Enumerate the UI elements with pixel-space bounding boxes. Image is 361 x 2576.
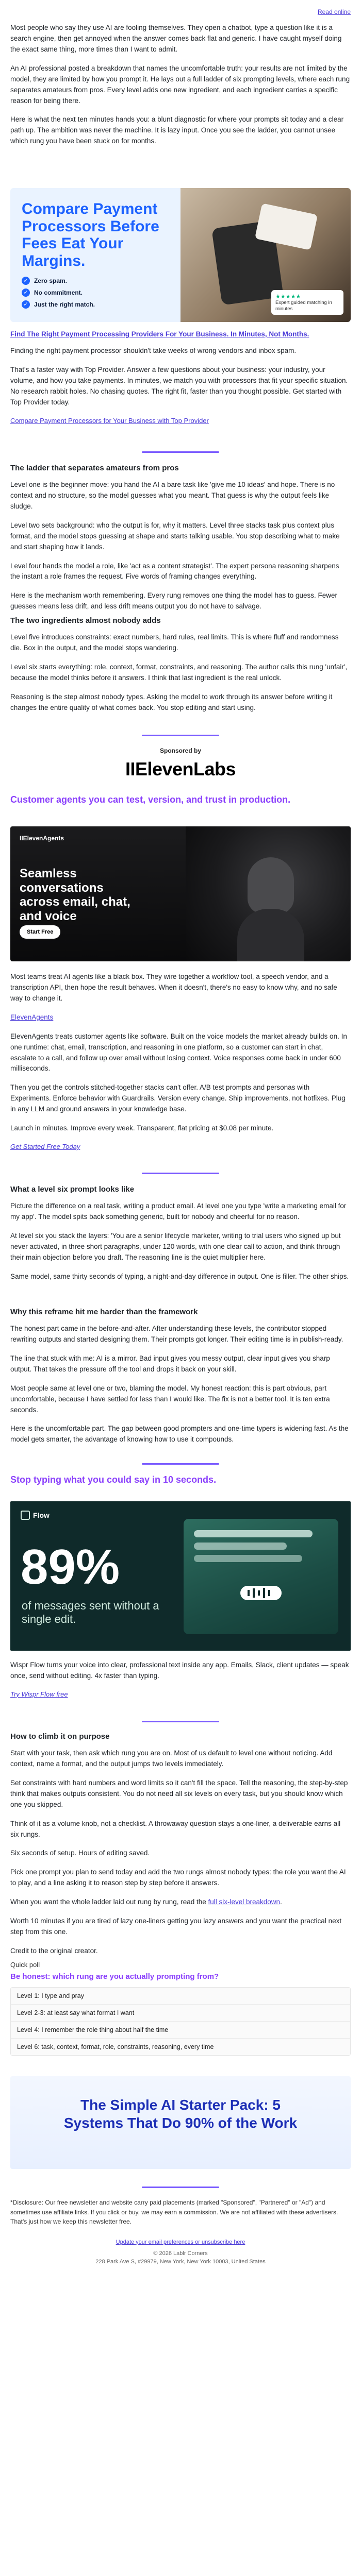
harder-paragraph-2: The line that stuck with me: AI is a mirror. Bad input gives you messy output, clear input gives you sharp output. That takes the pressure off the tool and drops it back on your skill. [10, 1354, 330, 1373]
sponsor-block [0, 747, 361, 780]
climb-paragraph-5: Pick one prompt you plan to send today and add the two rungs almost nobody types: the role you want the AI to play, and a line asking it to reason step by step before it answers. [10, 1868, 346, 1887]
poll-options [10, 1987, 351, 2056]
climb-paragraph-3: Think of it as a volume knob, not a checklist. A throwaway question stays a one-liner, a deliverable earns all six rungs. [10, 1819, 341, 1838]
starter-pack-wrap[interactable] [0, 2076, 361, 2169]
intro-paragraph-2: An AI professional posted a breakdown that names the uncomfortable truth: your results are not limited by the model, they are limited by how you prompt it. He lays out a full ladder of six prompting levels, where each rung separates amateurs from pros. Every level adds one new ingredient, and each ingredient carries a specific reason for being there. [10, 64, 350, 105]
ladder-section [0, 464, 361, 620]
text-line [194, 1543, 287, 1550]
ladder-paragraph-2: Level two sets background: who the output is for, why it matters. Level three stacks task plus context plus format, and the model stops guessing at shape and starts talking usable. You stop describing what to make and start shaping how it lands. [10, 521, 340, 551]
starter-pack-title: The Simple AI Starter Pack: 5 Systems That Do 90% of the Work [63, 2097, 298, 2131]
ladder-paragraph-4: Here is the mechanism worth remembering. Every rung removes one thing the model has to guess. Fewer guesses means less drift, and less drift means output you do not have to salvage. [10, 591, 338, 611]
agent-portrait-photo [186, 826, 351, 961]
elevenlabs-paragraph-3: Then you get the controls stitched-together stacks can't offer. A/B test prompts and personas with Experiments. Enforce behavior with Guardrails. Version every change. Ship improvements, not hotfixes. Plug in any LLM and ground answers in your knowledge base. [10, 1083, 346, 1113]
ingredients-paragraph-2: Level six starts everything: role, context, format, constraints, and reasoning. The author calls this rung 'unfair', because the model thinks before it answers. I think that last ingredient is the real unlock. [10, 663, 348, 682]
elevenlabs-card-wrap[interactable] [0, 826, 361, 961]
check-icon: ✓ [22, 300, 30, 309]
flow-mark-icon [21, 1511, 30, 1520]
payment-terminal-photo [180, 188, 351, 322]
footer [0, 2198, 361, 2265]
ladder-heading: The ladder that separates amateurs from pros [10, 464, 179, 472]
bullet-item: ✓ Zero spam. [22, 277, 176, 285]
text-line [194, 1555, 302, 1562]
bullet-item: ✓ Just the right match. [22, 300, 176, 309]
level-six-heading: What a level six prompt looks like [10, 1185, 135, 1194]
flow-stat-caption: of messages sent without a single edit. [22, 1599, 159, 1626]
elevenlabs-cta-link[interactable]: Get Started Free Today [10, 1143, 80, 1151]
divider-wrap [0, 1163, 361, 1183]
climb-paragraph-4: Six seconds of setup. Hours of editing saved. [10, 1849, 150, 1857]
elevenagents-brand: IIElevenAgents [20, 835, 64, 842]
ingredients-paragraph-1: Level five introduces constraints: exact numbers, hard rules, real limits. This is where fluff and randomness die. Box in the output, and the model stops wandering. [10, 633, 339, 652]
ad-payment-body-1: Finding the right payment processor shouldn't take weeks of wrong vendors and inbox spam. [10, 346, 297, 354]
check-icon: ✓ [22, 277, 30, 285]
flow-hero-card[interactable] [10, 1501, 351, 1651]
harder-paragraph-1: The honest part came in the before-and-after. After understanding these levels, the contributor stopped rewriting outputs and started designing them. Their prompts got longer. Their editing time is in publish-ready. [10, 1325, 343, 1343]
divider-wrap [0, 2177, 361, 2197]
ingredients-paragraph-3: Reasoning is the step almost nobody types. Asking the model to work through its answer before writing it changes the entire quality of what comes back. You stop editing and start using. [10, 692, 333, 711]
unsubscribe-link[interactable]: Update your email preferences or unsubscribe here [116, 2239, 245, 2245]
climb-paragraph-1: Start with your task, then ask which rung you are on. Most of us default to level one without noticing. Add context, name a format, and the output jumps two levels immediately. [10, 1749, 333, 1768]
ad-payment-banner[interactable] [0, 188, 361, 322]
section-divider [142, 451, 219, 453]
elevenlabs-hero-card[interactable] [10, 826, 351, 961]
ingredients-section [0, 616, 361, 722]
poll-option[interactable]: Level 1: I type and pray [11, 1988, 350, 2004]
elevenlabs-ad-title-wrap [0, 793, 361, 806]
section-divider [142, 1173, 219, 1174]
ingredients-heading: The two ingredients almost nobody adds [10, 616, 161, 625]
ad-payment-title-link[interactable]: Find The Right Payment Processing Providers For Your Business. In Minutes, Not Months. [10, 330, 309, 338]
elevenlabs-copy [0, 972, 361, 1151]
poll-option[interactable]: Level 2-3: at least say what format I want [11, 2004, 350, 2021]
postal-address: 228 Park Ave S, #29979, New York, New York 10003, United States [95, 2258, 266, 2265]
ad-payment-cta-link[interactable]: Compare Payment Processors for Your Business with Top Provider [10, 416, 209, 425]
climb-paragraph-2: Set constraints with hard numbers and word limits so it can't fill the space. Tell the reasoning, the step-by-step think that makes outputs consistent. You do not need all six levels on every task, but you should know which one you skipped. [10, 1778, 348, 1808]
ad-payment-copy [0, 330, 361, 426]
ladder-paragraph-3: Level four hands the model a role, like 'act as a content strategist'. The expert persona reasoning sharpens the instant a role frames the request. Five words of framing changes everything. [10, 562, 339, 581]
section-divider [142, 1463, 219, 1465]
elevenlabs-paragraph-2-body: ElevenAgents treats customer agents like software. Built on the voice models the market already builds on. In one runtime: chat, email, transcription, and reasoning in one platform, so a customer can start in chat, escalate to a call, and follow up over email without losing context. Voice responses come back in under 600 milliseconds. [10, 1032, 347, 1073]
ad-payment-card[interactable] [10, 188, 351, 322]
full-breakdown-link[interactable]: full six-level breakdown [208, 1898, 281, 1906]
poll-label: Quick poll [10, 1961, 40, 1969]
intro-section [0, 23, 361, 155]
divider-wrap [0, 725, 361, 745]
ad-payment-headline: Compare Payment Processors Before Fees Eat Your Margins. [22, 200, 159, 269]
rating-stars: ★★★★★ [275, 294, 301, 300]
section-divider [142, 735, 219, 736]
flow-copy [0, 1660, 361, 1699]
poll-question: Be honest: which rung are you actually prompting from? [10, 1972, 219, 1981]
flow-ad-title-wrap [0, 1473, 361, 1486]
text-line [194, 1530, 313, 1537]
flow-screenshot-graphic [184, 1519, 338, 1634]
starter-pack-banner[interactable] [10, 2076, 351, 2169]
section-divider [142, 1721, 219, 1722]
climb-section [0, 1732, 361, 1965]
flow-ad-title: Stop typing what you could say in 10 seconds. [10, 1475, 217, 1485]
flow-body: Wispr Flow turns your voice into clear, professional text inside any app. Emails, Slack, client updates — speak once, send without editing. 4x faster than typing. [10, 1661, 349, 1680]
divider-wrap [0, 1454, 361, 1474]
elevenlabs-ad-title: Customer agents you can test, version, and trust in production. [10, 794, 291, 805]
check-icon: ✓ [22, 289, 30, 297]
poll-option[interactable]: Level 6: task, context, format, role, constraints, reasoning, every time [11, 2038, 350, 2055]
climb-heading: How to climb it on purpose [10, 1732, 110, 1741]
start-free-button[interactable]: Start Free [20, 925, 60, 939]
harder-heading: Why this reframe hit me harder than the framework [10, 1308, 198, 1316]
elevenlabs-paragraph-4: Launch in minutes. Improve every week. Transparent, flat pricing at $0.08 per minute. [10, 1124, 274, 1132]
copyright: © 2026 Lablr Corners [153, 2250, 208, 2257]
climb-paragraph-8: Credit to the original creator. [10, 1946, 98, 1955]
sponsored-label: Sponsored by [159, 747, 201, 754]
elevenlabs-logo: IIElevenLabs [125, 758, 236, 779]
elevenlabs-card-headline: Seamless conversations across email, chat, and voice [20, 867, 130, 923]
flow-logo: Flow [21, 1511, 50, 1520]
intro-paragraph-1: Most people who say they use AI are fooling themselves. They open a chatbot, type a question like it is a search engine, then get annoyed when the answer comes back flat and generic. I have caught myself doing the exact same thing, more times than I want to admit. [10, 24, 342, 53]
harder-section [0, 1308, 361, 1453]
intro-paragraph-3: Here is what the next ten minutes hands you: a blunt diagnostic for where your prompts sit today and a clear path up. The ambition was never the machine. It is lazy input. Once you see the ladder, you cannot unsee which rung you have been stuck on for months. [10, 115, 344, 145]
elevenlabs-paragraph-1: Most teams treat AI agents like a black box. They wire together a workflow tool, a speech vendor, and a transcription API, then hope the result behaves. When it doesn't, there's no easy to know why, and no safe way to change it. [10, 973, 337, 1002]
level-six-paragraph-3: Same model, same thirty seconds of typing, a night-and-day difference in output. One is filler. The other ships. [10, 1272, 349, 1280]
read-online-link[interactable]: Read online [317, 8, 351, 15]
disclosure-text: *Disclosure: Our free newsletter and website carry paid placements (marked "Sponsored", "Partnered" or "Ad") and sometimes use affiliate links. If you click or buy, we may earn a commission. We are not affiliated with these advertisers. That's just how we keep this newsletter free. [10, 2199, 338, 2226]
bullet-item: ✓ No commitment. [22, 289, 176, 297]
ad-payment-bullets [22, 277, 176, 309]
poll-option[interactable]: Level 4: I remember the role thing about half the time [11, 2021, 350, 2038]
ad-payment-body-2: That's a faster way with Top Provider. Answer a few questions about your business: your industry, your volume, and how you take payments. In minutes, we match you with processors that fit your specific situation. No research rabbit holes. No chasing quotes. The right fit, faster than you thought possible. Get started with Top Provider today. [10, 365, 348, 406]
portrait-shoulders [237, 909, 304, 961]
poll-section [0, 1961, 361, 2056]
rating-badge [271, 290, 343, 315]
flow-big-stat: 89% [21, 1539, 120, 1595]
footer-links [10, 2237, 351, 2246]
level-six-paragraph-1: Picture the difference on a real task, writing a product email. At level one you type 'write a marketing email for my app'. The model spits back something generic, built for nobody and cheerful for no reason. [10, 1202, 347, 1221]
divider-wrap [0, 1711, 361, 1732]
harder-paragraph-4: Here is the uncomfortable part. The gap between good prompters and one-time typers is widening fast. As the model gets smarter, the advantage of knowing how to use it compounds. [10, 1425, 349, 1444]
flow-cta-link[interactable]: Try Wispr Flow free [10, 1690, 68, 1698]
read-online-row [0, 7, 361, 16]
portrait-silhouette [248, 857, 294, 914]
waveform-pill [240, 1586, 282, 1600]
level-six-section [0, 1185, 361, 1291]
level-six-paragraph-2: At level six you stack the layers: 'You are a senior lifecycle marketer, writing to trial users who signed up but never activated, in three short paragraphs, under 120 words, with one clear call to action, and think through their main objection before you draft. The reasoning line is the quiet multiplier here. [10, 1231, 341, 1261]
flow-card-wrap[interactable] [0, 1501, 361, 1651]
divider-wrap [0, 442, 361, 462]
section-divider [142, 2187, 219, 2188]
climb-paragraph-7: Worth 10 minutes if you are tired of lazy one-liners getting you lazy answers and you want the practical next step from this one. [10, 1917, 342, 1936]
ladder-paragraph-1: Level one is the beginner move: you hand the AI a bare task like 'give me 10 ideas' and hope. There is no context and no structure, so the model guesses what you meant. That guess is why the output feels like sludge. [10, 481, 335, 510]
elevenlabs-paragraph-2 [10, 1012, 351, 1023]
harder-paragraph-3: Most people same at level one or two, blaming the model. My honest reaction: this is part obvious, part uncomfortable, because I have settled for less than I would like. The fix is not a better tool. It is ten extra seconds. [10, 1384, 330, 1414]
climb-paragraph-6: When you want the whole ladder laid out rung by rung, read the full six-level breakdown. [10, 1898, 282, 1906]
elevenagents-link[interactable]: ElevenAgents [10, 1013, 54, 1021]
rating-badge-text: Expert guided matching in minutes [275, 300, 332, 312]
